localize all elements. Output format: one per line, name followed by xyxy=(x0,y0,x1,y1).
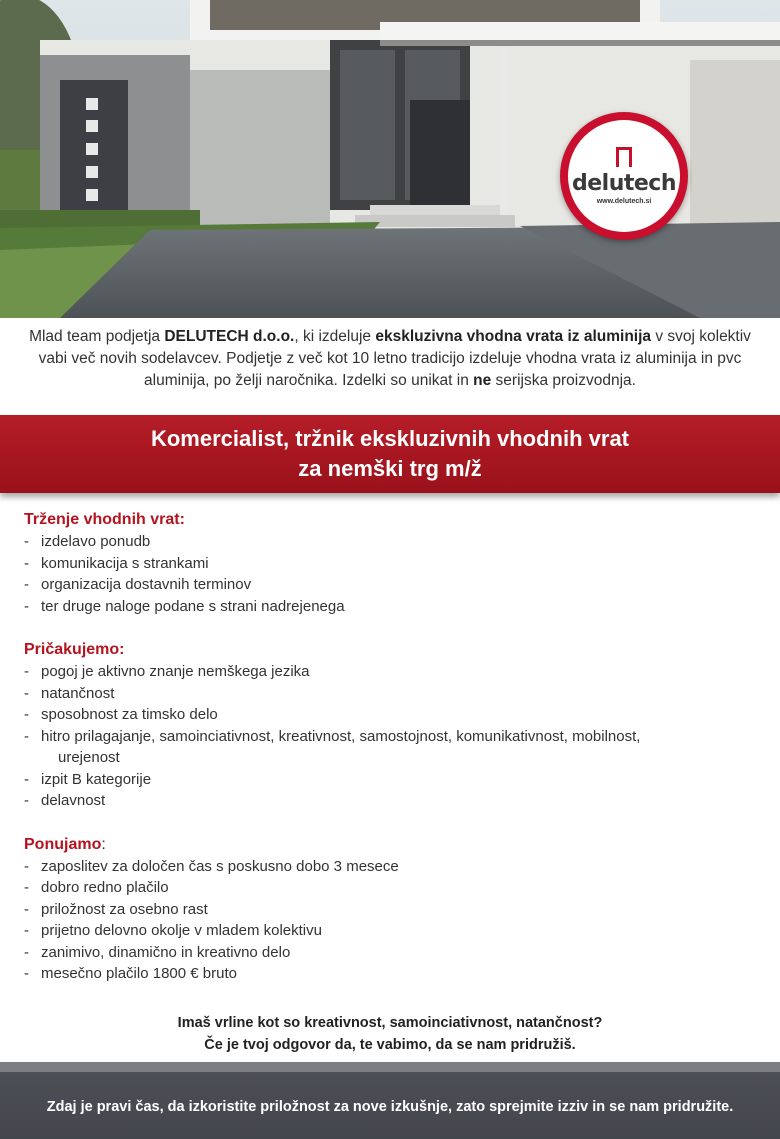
item-list xyxy=(24,661,764,812)
product-name: ekskluzivna vhodna vrata iz aluminija xyxy=(375,328,652,345)
intro-text-1: Mlad team podjetja xyxy=(29,328,165,345)
intro-text-3: v svoj kolektiv vabi več novih sodelavcev. Podjetje z več kot 10 letno tradicijo izdeluje vhodna vrata iz aluminija in pvc aluminija, po želji naročnika. Izdelki so unikat in xyxy=(38,328,751,389)
list-item: - zanimivo, dinamično in kreativno delo xyxy=(24,942,764,964)
logo-text: delutech xyxy=(571,171,676,196)
footer-text: Zdaj je pravi čas, da izkoristite priložnost za nove izkušnje, zato sprejmite izziv in se nam pridružite. xyxy=(46,1099,734,1115)
list-item: - sposobnost za timsko delo xyxy=(24,704,764,726)
section-expectations xyxy=(24,639,764,812)
list-item: - priložnost za osebno rast xyxy=(24,899,764,921)
list-item-continuation: urejenost xyxy=(58,749,120,766)
list-item: - mesečno plačilo 1800 € bruto xyxy=(24,963,764,985)
list-item: - zaposlitev za določen čas s poskusno dobo 3 mesece xyxy=(24,856,764,878)
list-item: - hitro prilagajanje, samoinciativnost, kreativnost, samostojnost, komunikativnost, mobilnost, xyxy=(24,726,764,748)
door-logo-icon xyxy=(616,147,632,167)
list-item: - izdelavo ponudb xyxy=(24,531,764,553)
item-list xyxy=(24,856,764,985)
logo-url: www.delutech.si xyxy=(596,198,652,205)
list-item: - dobro redno plačilo xyxy=(24,877,764,899)
list-item: - organizacija dostavnih terminov xyxy=(24,574,764,596)
list-item: - delavnost xyxy=(24,790,764,812)
section-offer xyxy=(24,834,764,985)
job-details xyxy=(24,509,764,985)
job-title-line-1: Komercialist, tržnik ekskluzivnih vhodnih vrat xyxy=(150,426,630,451)
intro-text-4: serijska proizvodnja. xyxy=(491,372,636,389)
not-word: ne xyxy=(473,372,492,389)
section-title: Pričakujemo: xyxy=(24,641,125,658)
closing-question xyxy=(0,1012,780,1056)
closing-line-1: Imaš vrline kot so kreativnost, samoinciativnost, natančnost? xyxy=(177,1015,603,1031)
list-item: - komunikacija s strankami xyxy=(24,553,764,575)
closing-line-2: Če je tvoj odgovor da, te vabimo, da se nam pridružiš. xyxy=(204,1037,576,1053)
list-item: - natančnost xyxy=(24,683,764,705)
list-item: - ter druge naloge podane s strani nadrejenega xyxy=(24,596,764,618)
intro-text-2: , ki izdeluje xyxy=(294,328,376,345)
job-title-line-2: za nemški trg m/ž xyxy=(298,456,482,481)
item-list xyxy=(24,531,764,617)
company-name: DELUTECH d.o.o. xyxy=(164,328,295,345)
job-title-banner xyxy=(0,415,780,493)
section-marketing xyxy=(24,509,764,617)
list-item: - prijetno delovno okolje v mladem kolektivu xyxy=(24,920,764,942)
company-logo xyxy=(560,112,688,240)
intro-paragraph xyxy=(20,326,760,392)
section-title: Ponujamo: xyxy=(24,835,106,853)
list-item: - pogoj je aktivno znanje nemškega jezika xyxy=(24,661,764,683)
hero-image xyxy=(0,0,780,318)
footer-banner xyxy=(0,1062,780,1139)
section-title: Trženje vhodnih vrat: xyxy=(24,511,185,528)
list-item: - izpit B kategorije xyxy=(24,769,764,791)
